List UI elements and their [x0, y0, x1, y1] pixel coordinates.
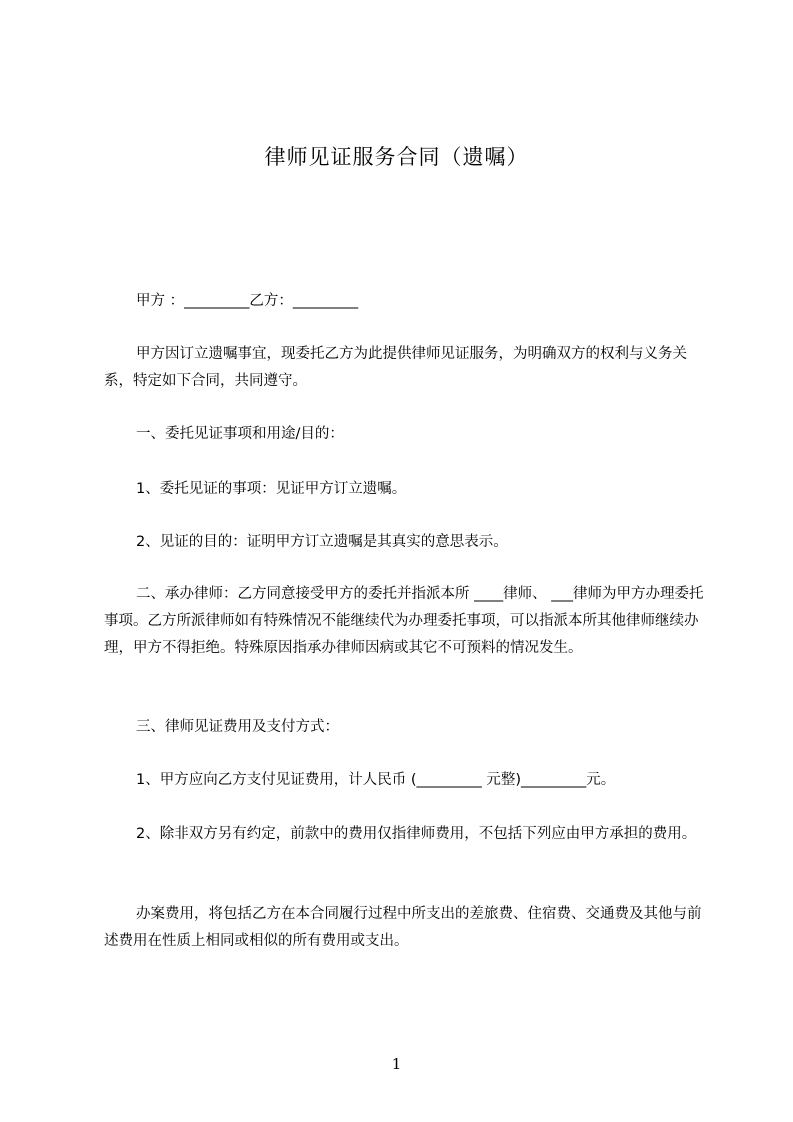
section1-item1: 1、委托见证的事项：见证甲方订立遗嘱。 — [136, 481, 407, 497]
section1-item2: 2、见证的目的：证明甲方订立遗嘱是其真实的意思表示。 — [136, 534, 508, 550]
section1-heading: 一、委托见证事项和用途/目的： — [136, 426, 344, 442]
section3-item2: 2、除非双方另有约定，前款中的费用仅指律师费用，不包括下列应由甲方承担的费用。 — [136, 826, 697, 842]
page-number: 1 — [391, 1055, 402, 1073]
intro-paragraph: 甲方因订立遗嘱事宜，现委托乙方为此提供律师见证服务，为明确双方的权利与义务关系，特定如下合同，共同遵守。 — [104, 346, 687, 389]
section3-heading: 三、律师见证费用及支付方式： — [136, 719, 339, 735]
section2-paragraph: 二、承办律师：乙方同意接受甲方的委托并指派本所 ____律师、 ___律师为甲方办理委托事项。乙方所派律师如有特殊情况不能继续代为办理委托事项，可以指派本所其他律师继续办理，甲方不得拒绝。特殊原因指承办律师因病或其它不可预料的情况发生。 — [104, 586, 704, 656]
document-title: 律师见证服务合同（遗嘱） — [264, 145, 529, 169]
section3-item1: 1、甲方应向乙方支付见证费用，计人民币 (_________ 元整)_________元。 — [136, 772, 616, 788]
expenses-paragraph: 办案费用，将包括乙方在本合同履行过程中所支出的差旅费、住宿费、交通费及其他与前述费用在性质上相同或相似的所有费用或支出。 — [104, 906, 702, 949]
parties-line: 甲方 ：_________乙方：_________ — [136, 293, 359, 309]
